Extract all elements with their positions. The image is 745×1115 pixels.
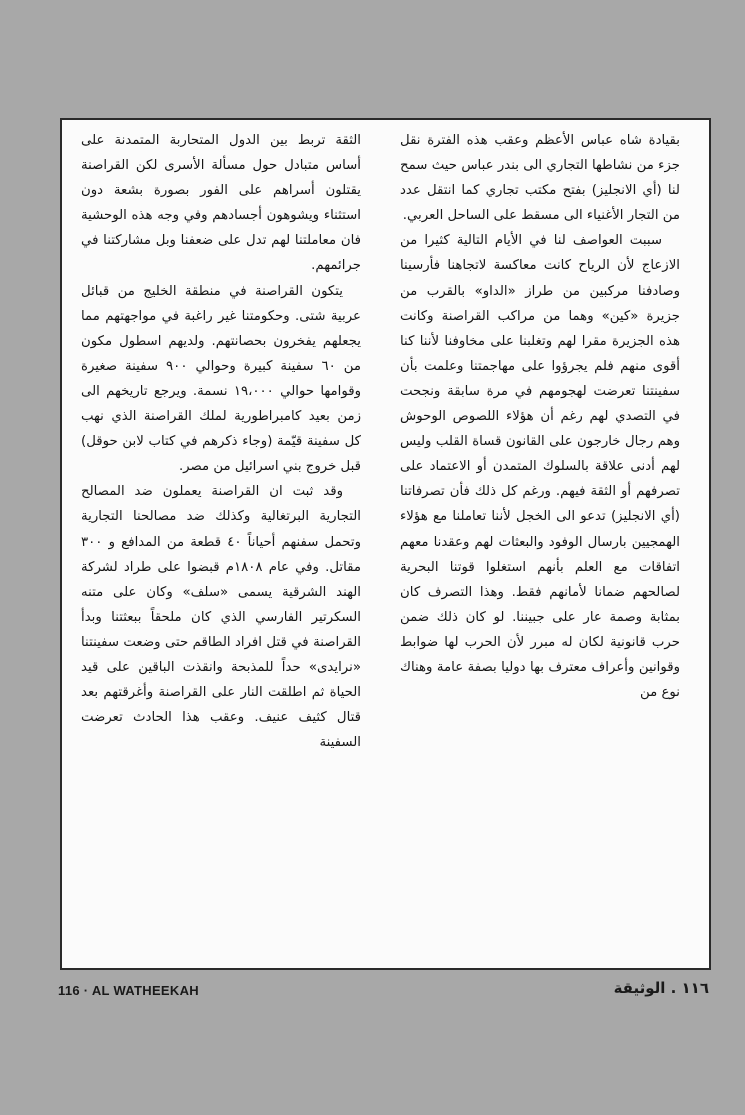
paragraph: بقيادة شاه عباس الأعظم وعقب هذه الفترة نقل جزء من نشاطها التجاري الى بندر عباس حيث سمح لنا (أي الانجليز) بفتح مكتب تجاري كما انتقل عدد من التجار الأغنياء الى مسقط على الساحل العربي. [400,133,680,224]
page-frame [60,118,711,970]
paragraph: سببت العواصف لنا في الأيام التالية كثيرا من الازعاج لأن الرياح كانت معاكسة لاتجاهنا فأرسينا وصادفنا مركبين من طراز «الداو» بالقرب من جزيرة «كين» وهما من مراكب القراصنة وكانت هذه الجزيرة مقرا لهم وتغلبنا على مخاوفنا لأننا كنا أقوى منهم فلم يجرؤوا على مهاجمتنا وعلمت بأن سفينتنا تعرضت لهجومهم في مرة سابقة ونجحت في التصدي لهم رغم أن هؤلاء اللصوص الوحوش وهم رجال خارجون على القانون قساة القلب وليس لهم أدنى علاقة بالسلوك المتمدن أو الاعتماد على تصرفهم أو الثقة فيهم. ورغم كل ذلك فأن تصرفاتنا (أي الانجليز) تدعو الى الخجل لأننا تعاملنا مع هؤلاء الهمجيين بارسال الوفود والبعثات لهم وعقدنا معهم اتفاقات مع العلم بأنهم استغلوا قوتنا البحرية لصالحهم ضمانا لأمانهم فقط. وهذا التصرف كان بمثابة وصمة عار على جبيننا. لو كان ذلك ضمن حرب قانونية لكان له مبرر لأن الحرب لها ضوابط وقوانين وأعراف معترف بها دوليا بصفة عامة وهناك نوع من [400,233,680,701]
text-column-right [400,128,680,705]
text-column-left [81,128,361,755]
footer-page-label-latin: 116 · AL WATHEEKAH [58,983,199,998]
paragraph: وقد ثبت ان القراصنة يعملون ضد المصالح التجارية البرتغالية وكذلك ضد مصالحنا التجارية وتحمل سفنهم أحياناً ٤٠ قطعة من المدافع و ٣٠٠ مقاتل. وفي عام ١٨٠٨م قبضوا على طراد لشركة الهند الشرقية يسمى «سلف» وكان على متنه السكرتير الفارسي الذي كان ملحقاً ببعثتنا وبدأ القراصنة في قتل افراد الطاقم حتى وضعت سفينتنا «نرايدى» حداً للمذبحة وانقذت الباقين على قيد الحياة ثم اطلقت النار على القراصنة وأغرقتهم بعد قتال كثيف عنيف. وعقب هذا الحادث تعرضت السفينة [81,484,361,751]
paragraph: يتكون القراصنة في منطقة الخليج من قبائل عربية شتى. وحكومتنا غير راغبة في مواجهتهم مما يجعلهم يفخرون بحصانتهم. ولديهم اسطول مكون من ٦٠ سفينة كبيرة وحوالي ٩٠٠ سفينة صغيرة وقوامها حوالي ١٩،٠٠٠ نسمة. ويرجع تاريخهم الى زمن بعيد كامبراطورية لملك القراصنة الذي نهب كل سفينة قيّمة (وجاء ذكرهم في كتاب لابن حوقل) قبل خروج بني اسرائيل من مصر. [81,283,361,475]
paragraph: الثقة تربط بين الدول المتحاربة المتمدنة على أساس متبادل حول مسألة الأسرى لكن القراصنة يقتلون أسراهم على الفور بصورة بشعة دون استثناء ويشوهون أجسادهم وفي وجه هذه الوحشية فان معاملتنا لهم تدل على ضعفنا وبل مشاركتنا في جرائمهم. [81,133,361,274]
footer-page-label-arabic: ١١٦ . الوثيقة [613,979,709,997]
